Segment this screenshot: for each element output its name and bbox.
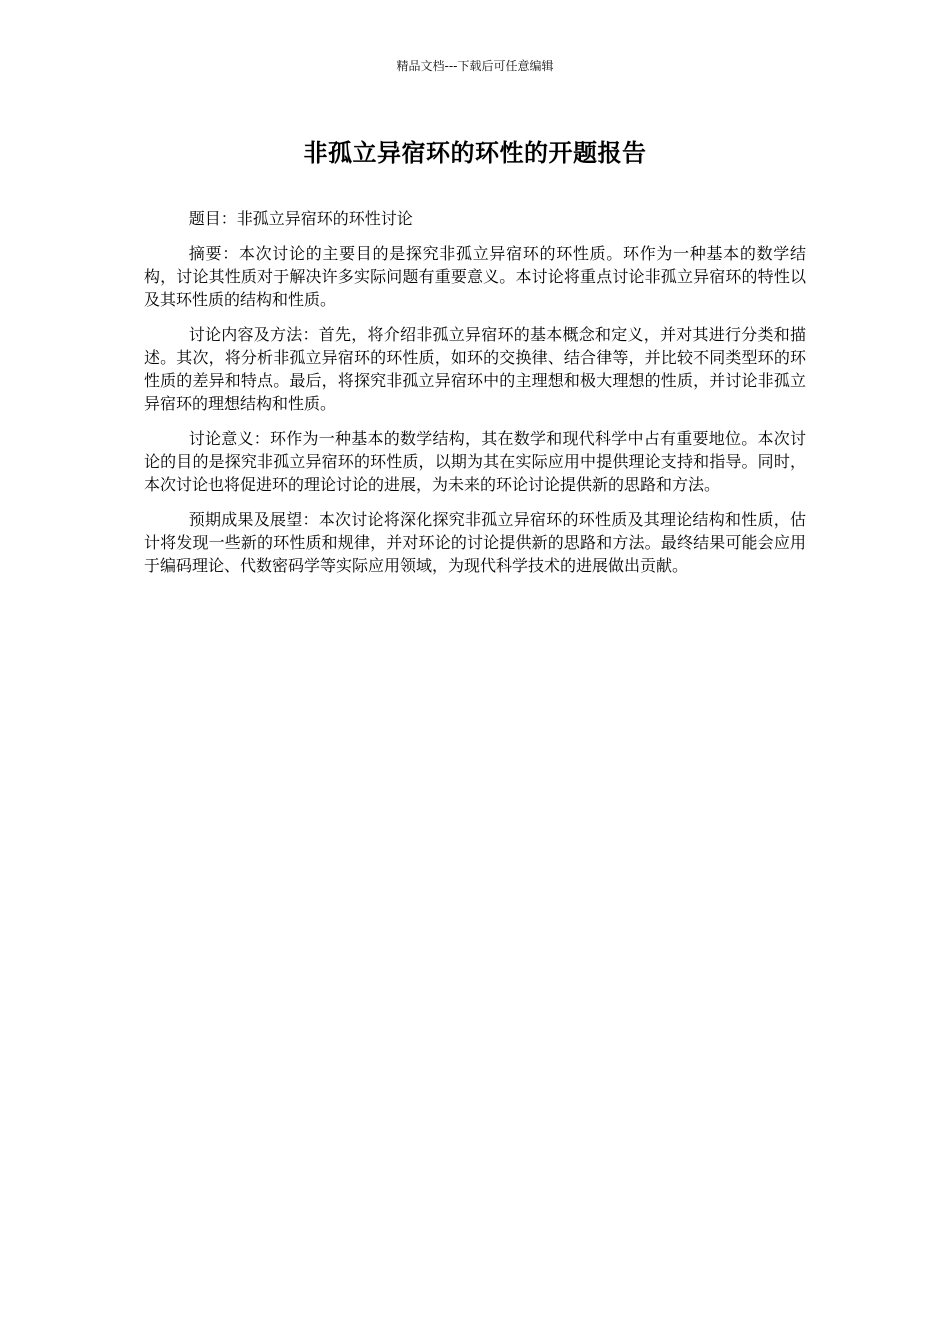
paragraph-abstract: 摘要：本次讨论的主要目的是探究非孤立异宿环的环性质。环作为一种基本的数学结构，讨论其性质对于解决许多实际问题有重要意义。本讨论将重点讨论非孤立异宿环的特性以及其环性质的结构和性质。 <box>144 244 806 309</box>
paragraph-content-methods: 讨论内容及方法：首先，将介绍非孤立异宿环的基本概念和定义，并对其进行分类和描述。其次，将分析非孤立异宿环的环性质，如环的交换律、结合律等，并比较不同类型环的环性质的差异和特点。最后，将探究非孤立异宿环中的主理想和极大理想的性质，并讨论非孤立异宿环的理想结构和性质。 <box>144 325 806 413</box>
paragraph-topic: 题目：非孤立异宿环的环性讨论 <box>188 209 413 228</box>
document-body <box>144 207 806 589</box>
paragraph-expected-outcomes: 预期成果及展望：本次讨论将深化探究非孤立异宿环的环性质及其理论结构和性质，估计将发现一些新的环性质和规律，并对环论的讨论提供新的思路和方法。最终结果可能会应用于编码理论、代数密码学等实际应用领域，为现代科学技术的进展做出贡献。 <box>144 510 806 575</box>
header-note: 精品文档---下载后可任意编辑 <box>396 59 554 73</box>
paragraph-significance: 讨论意义：环作为一种基本的数学结构，其在数学和现代科学中占有重要地位。本次讨论的目的是探究非孤立异宿环的环性质，以期为其在实际应用中提供理论支持和指导。同时，本次讨论也将促进环的理论讨论的进展，为未来的环论讨论提供新的思路和方法。 <box>144 429 806 494</box>
document-title: 非孤立异宿环的环性的开题报告 <box>303 139 647 167</box>
